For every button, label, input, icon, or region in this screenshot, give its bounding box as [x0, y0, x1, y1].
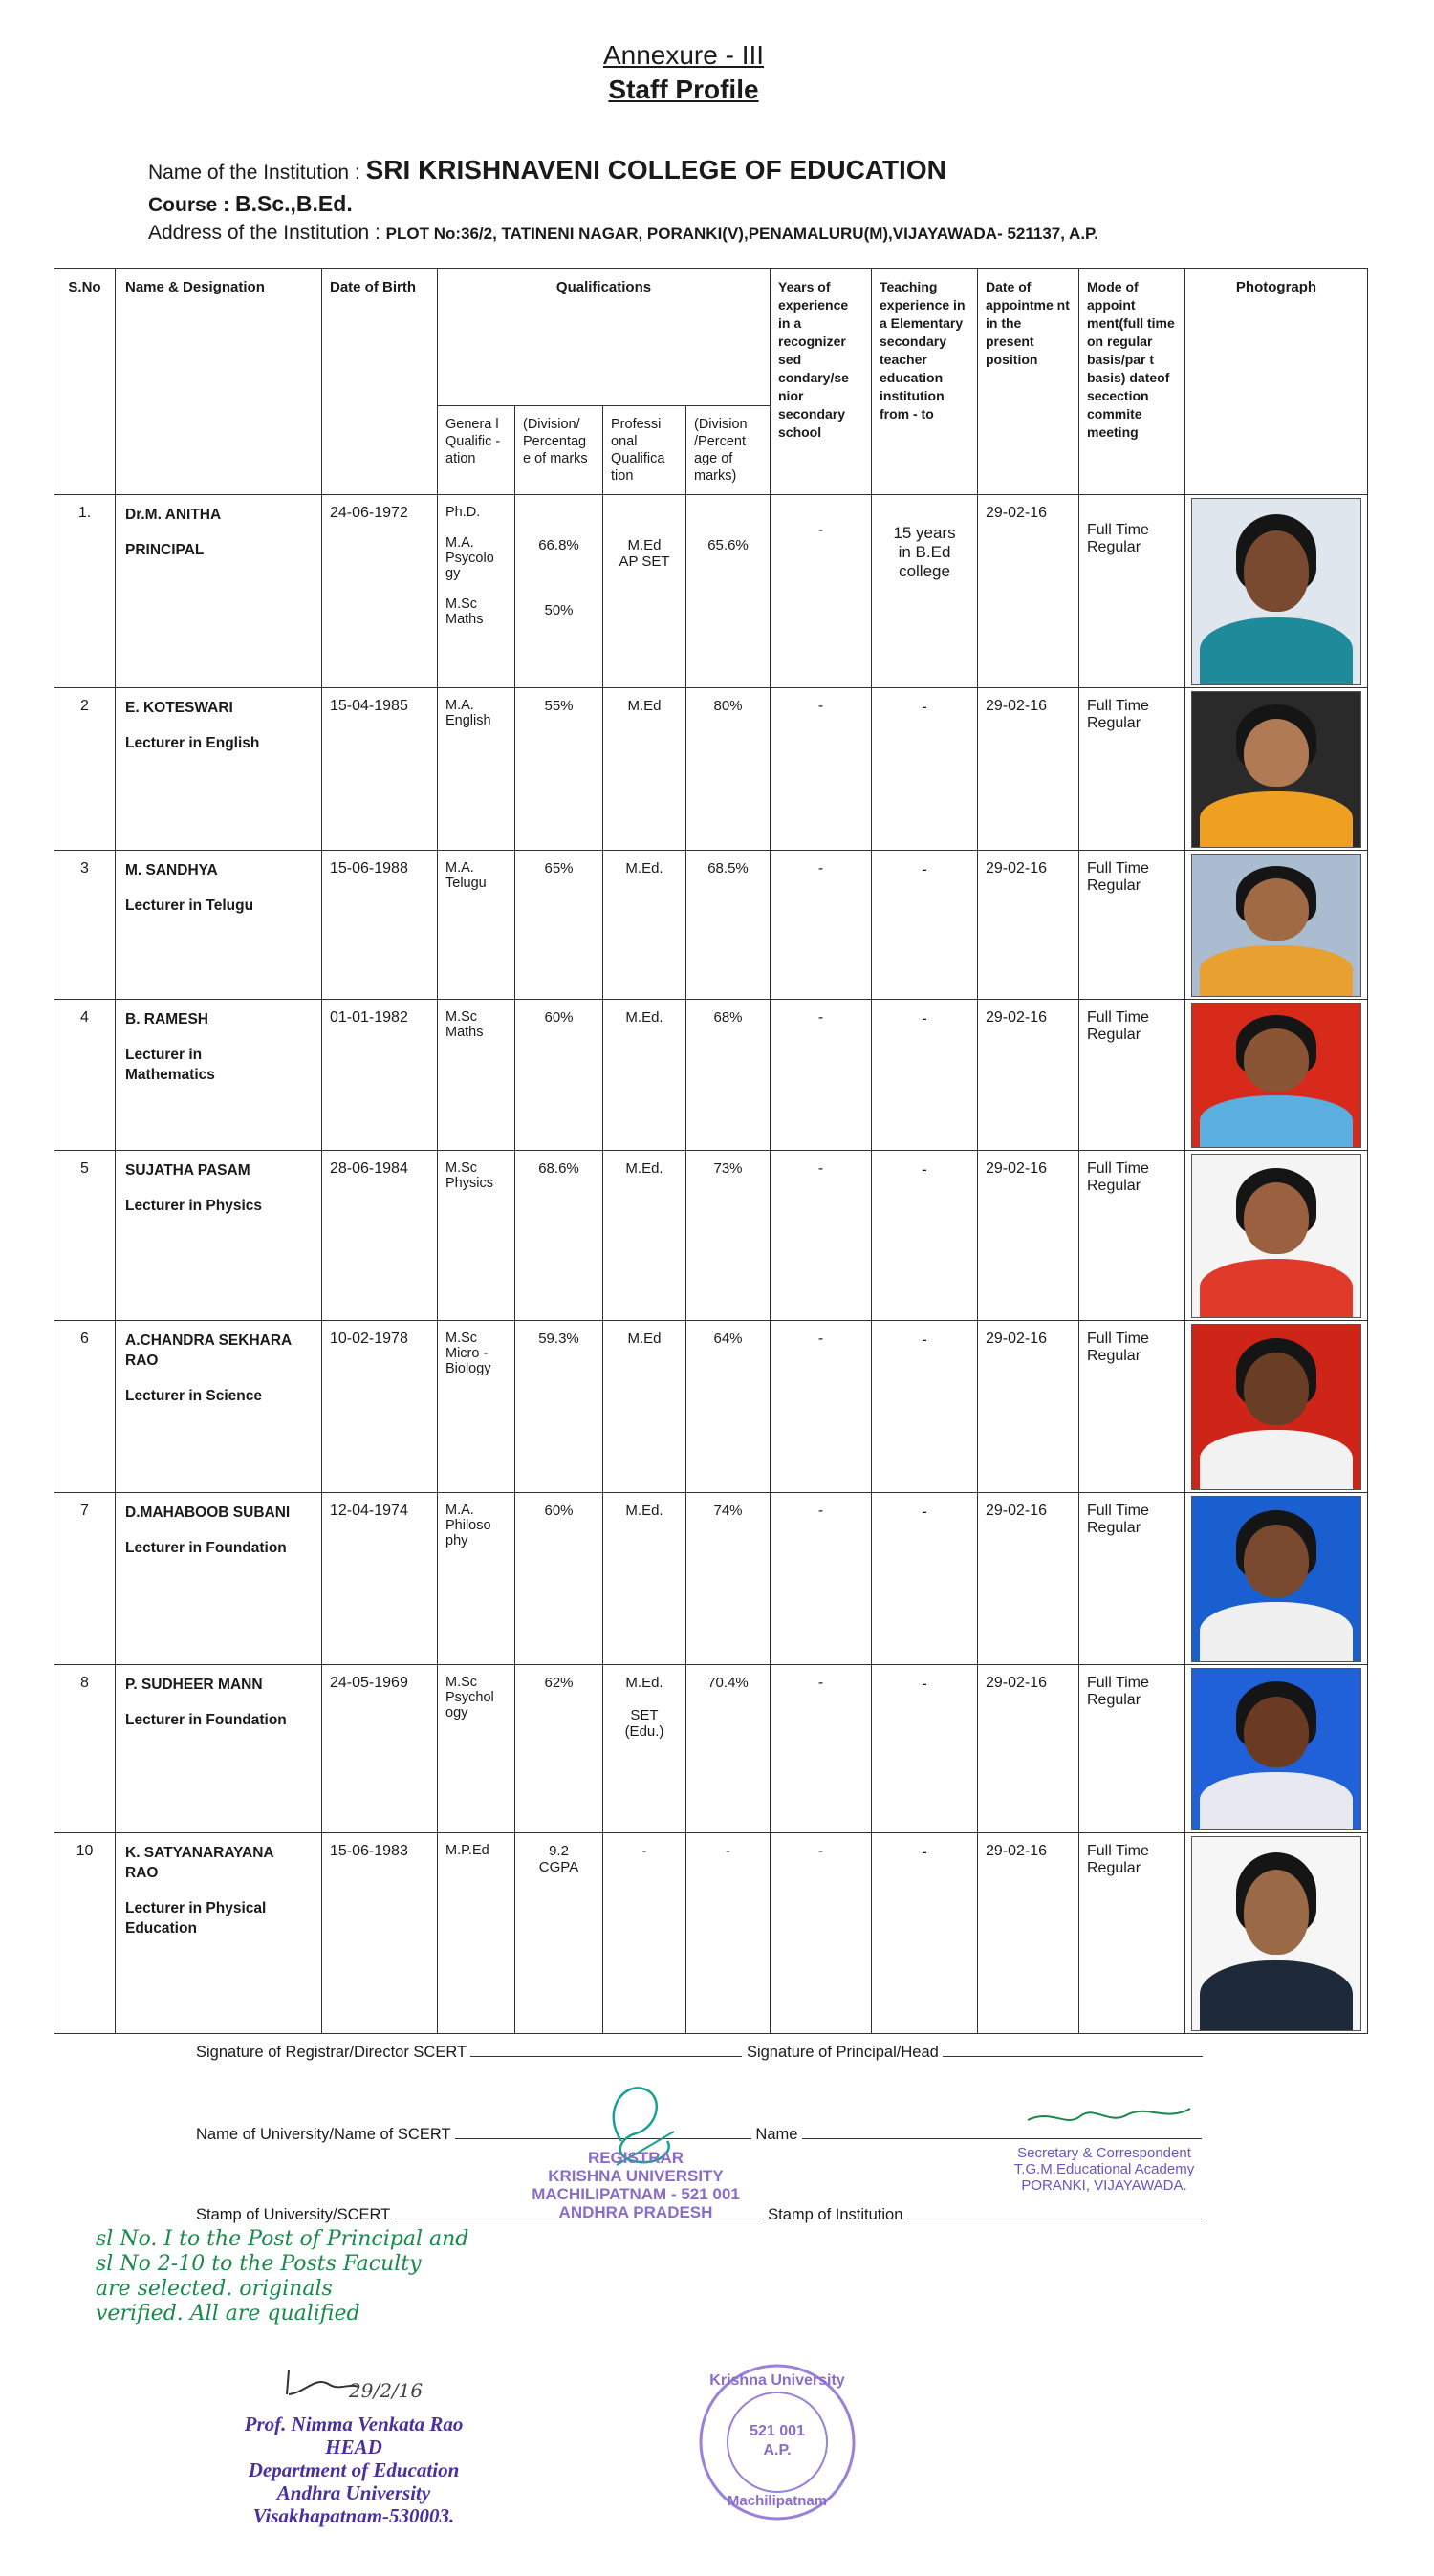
cell-gen-div: 66.8% 50% — [515, 495, 603, 688]
staff-designation: Lecturer in English — [125, 735, 260, 751]
col-doa: Date of appointme nt in the present position — [978, 269, 1079, 495]
cell-prof-div: 64% — [686, 1321, 771, 1493]
col-sno: S.No — [54, 269, 116, 495]
cell-prof-div: 80% — [686, 688, 771, 851]
address-label: Address of the Institution : — [148, 222, 386, 244]
cell-general: M.P.Ed — [438, 1833, 515, 2034]
head-stamp: Prof. Nimma Venkata Rao HEAD Department of Education Andhra University Visakhapatnam-530003. — [244, 2413, 464, 2527]
staff-photo — [1191, 1836, 1361, 2031]
course-line — [148, 191, 353, 217]
staff-name: A.CHANDRA SEKHARA RAO — [125, 1332, 293, 1369]
cell-mode: Full Time Regular — [1079, 495, 1185, 688]
cell-general: M.Sc Micro - Biology — [438, 1321, 515, 1493]
cell-photo — [1185, 688, 1368, 851]
cell-gen-div: 9.2 CGPA — [515, 1833, 603, 2034]
registrar-stamp: REGISTRAR KRISHNA UNIVERSITY MACHILIPATNAM - 521 001 ANDHRA PRADESH — [532, 2149, 740, 2221]
cell-general: M.Sc Psychol ogy — [438, 1665, 515, 1833]
staff-name: SUJATHA PASAM — [125, 1162, 250, 1179]
staff-name: D.MAHABOOB SUBANI — [125, 1504, 291, 1521]
col-exp-school: Years of experience in a recognizer sed condary/se nior secondary school — [771, 269, 872, 495]
cell-mode: Full Time Regular — [1079, 851, 1185, 1000]
cell-doa: 29-02-16 — [978, 1000, 1079, 1151]
handwritten-note: sl No. I to the Post of Principal and sl No 2-10 to the Posts Faculty are selected. originals verified. All are qualified — [96, 2227, 469, 2326]
staff-name: E. KOTESWARI — [125, 700, 233, 716]
cell-professional: M.Ed. — [603, 1151, 686, 1321]
photo-body — [1200, 1095, 1353, 1147]
cell-exp-teacher: - — [872, 1833, 978, 2034]
cell-general: M.Sc Physics — [438, 1151, 515, 1321]
cell-doa: 29-02-16 — [978, 1321, 1079, 1493]
cell-sno: 2 — [54, 688, 116, 851]
cell-sno: 4 — [54, 1000, 116, 1151]
cell-photo — [1185, 1151, 1368, 1321]
staff-name: K. SATYANARAYANA RAO — [125, 1845, 274, 1881]
table-row — [54, 688, 1368, 851]
cell-exp-school: - — [771, 1833, 872, 2034]
photo-face — [1244, 1870, 1309, 1955]
staff-designation: PRINCIPAL — [125, 542, 205, 558]
table-row — [54, 1000, 1368, 1151]
col-qualifications: Qualifications — [438, 269, 771, 406]
cell-dob: 24-05-1969 — [322, 1665, 438, 1833]
staff-photo — [1191, 1003, 1361, 1148]
col-photo: Photograph — [1185, 269, 1368, 495]
sig-registrar-blank — [470, 2056, 742, 2057]
cell-doa: 29-02-16 — [978, 688, 1079, 851]
cell-prof-div: 73% — [686, 1151, 771, 1321]
cell-dob: 24-06-1972 — [322, 495, 438, 688]
cell-exp-teacher: - — [872, 1321, 978, 1493]
secretary-signature-mark — [1023, 2099, 1195, 2139]
cell-professional: M.Ed. — [603, 851, 686, 1000]
cell-exp-school: - — [771, 1321, 872, 1493]
cell-mode: Full Time Regular — [1079, 1493, 1185, 1665]
cell-name-designation — [116, 495, 322, 688]
cell-photo — [1185, 1833, 1368, 2034]
staff-photo — [1191, 498, 1361, 685]
name-label: Name — [755, 2126, 798, 2143]
cell-doa: 29-02-16 — [978, 1493, 1079, 1665]
staff-name: M. SANDHYA — [125, 862, 218, 878]
cell-sno: 8 — [54, 1665, 116, 1833]
col-name: Name & Designation — [116, 269, 322, 495]
cell-prof-div: 68.5% — [686, 851, 771, 1000]
sig-registrar-label: Signature of Registrar/Director SCERT — [196, 2044, 467, 2061]
photo-face — [1244, 878, 1309, 941]
cell-prof-div: 65.6% — [686, 495, 771, 688]
cell-gen-div: 65% — [515, 851, 603, 1000]
round-stamp-bottom: Machilipatnam — [727, 2493, 828, 2509]
cell-exp-school: - — [771, 1151, 872, 1321]
cell-name-designation — [116, 1321, 322, 1493]
photo-face — [1244, 1353, 1309, 1425]
photo-body — [1200, 945, 1353, 996]
cell-general: M.A. English — [438, 688, 515, 851]
col-professional: Professi onal Qualifica tion — [603, 406, 686, 495]
cell-dob: 28-06-1984 — [322, 1151, 438, 1321]
photo-face — [1244, 1182, 1309, 1254]
photo-face — [1244, 1525, 1309, 1597]
annexure-heading: Annexure - III — [602, 40, 765, 70]
cell-sno: 6 — [54, 1321, 116, 1493]
cell-doa: 29-02-16 — [978, 1833, 1079, 2034]
cell-professional: M.Ed AP SET — [603, 495, 686, 688]
cell-mode: Full Time Regular — [1079, 1665, 1185, 1833]
cell-professional: M.Ed. SET (Edu.) — [603, 1665, 686, 1833]
photo-face — [1244, 719, 1309, 787]
course-value: B.Sc.,B.Ed. — [235, 191, 353, 216]
cell-gen-div: 55% — [515, 688, 603, 851]
cell-photo — [1185, 851, 1368, 1000]
photo-body — [1200, 791, 1353, 847]
col-dob: Date of Birth — [322, 269, 438, 495]
cell-professional: M.Ed — [603, 688, 686, 851]
institution-label: Name of the Institution : — [148, 162, 366, 184]
stamp-institution-label: Stamp of Institution — [768, 2206, 903, 2223]
staff-photo — [1191, 691, 1361, 848]
secretary-stamp: Secretary & Correspondent T.G.M.Educational Academy PORANKI, VIJAYAWADA. — [1013, 2145, 1195, 2194]
cell-name-designation — [116, 851, 322, 1000]
cell-exp-school: - — [771, 1665, 872, 1833]
cell-mode: Full Time Regular — [1079, 1833, 1185, 2034]
cell-exp-teacher: - — [872, 688, 978, 851]
page-title: Staff Profile — [608, 75, 759, 104]
institution-line — [148, 155, 946, 185]
stamp-university-label: Stamp of University/SCERT — [196, 2206, 390, 2223]
cell-gen-div: 68.6% — [515, 1151, 603, 1321]
address-value: PLOT No:36/2, TATINENI NAGAR, PORANKI(V),PENAMALURU(M),VIJAYAWADA- 521137, A.P. — [385, 225, 1098, 243]
cell-exp-school: - — [771, 1000, 872, 1151]
course-label: Course : — [148, 194, 236, 216]
cell-exp-teacher: - — [872, 851, 978, 1000]
cell-name-designation — [116, 1833, 322, 2034]
staff-photo — [1191, 1154, 1361, 1318]
institution-name: SRI KRISHNAVENI COLLEGE OF EDUCATION — [365, 155, 946, 184]
cell-gen-div: 60% — [515, 1493, 603, 1665]
sig-principal-label: Signature of Principal/Head — [746, 2044, 939, 2061]
cell-prof-div: 68% — [686, 1000, 771, 1151]
table-row — [54, 851, 1368, 1000]
round-stamp-outer: Krishna University — [709, 2372, 845, 2389]
staff-designation: Lecturer in Physical Education — [125, 1900, 267, 1937]
photo-body — [1200, 1960, 1353, 2030]
table-row — [54, 1321, 1368, 1493]
cell-exp-school: - — [771, 1493, 872, 1665]
cell-sno: 3 — [54, 851, 116, 1000]
cell-exp-teacher: - — [872, 1493, 978, 1665]
staff-profile-table — [54, 268, 1368, 2034]
staff-designation: Lecturer in Telugu — [125, 898, 254, 914]
cell-general: Ph.D. M.A. Psycolo gy M.Sc Maths — [438, 495, 515, 688]
staff-photo — [1191, 1668, 1361, 1830]
cell-name-designation — [116, 1000, 322, 1151]
cell-general: M.A. Telugu — [438, 851, 515, 1000]
cell-dob: 15-04-1985 — [322, 688, 438, 851]
cell-name-designation — [116, 1665, 322, 1833]
sig-principal-blank — [943, 2056, 1203, 2057]
cell-mode: Full Time Regular — [1079, 1000, 1185, 1151]
cell-sno: 1. — [54, 495, 116, 688]
cell-professional: M.Ed — [603, 1321, 686, 1493]
cell-photo — [1185, 1665, 1368, 1833]
table-row — [54, 1665, 1368, 1833]
cell-sno: 7 — [54, 1493, 116, 1665]
cell-general: M.Sc Maths — [438, 1000, 515, 1151]
staff-name: P. SUDHEER MANN — [125, 1677, 263, 1693]
photo-face — [1244, 1697, 1309, 1767]
cell-professional: M.Ed. — [603, 1000, 686, 1151]
round-stamp-inner: 521 001 A.P. — [750, 2423, 805, 2458]
col-gen-div: (Division/ Percentag e of marks — [515, 406, 603, 495]
cell-photo — [1185, 1000, 1368, 1151]
cell-exp-school: - — [771, 851, 872, 1000]
cell-exp-teacher: - — [872, 1665, 978, 1833]
cell-mode: Full Time Regular — [1079, 1151, 1185, 1321]
staff-name: B. RAMESH — [125, 1011, 208, 1028]
staff-designation: Lecturer in Science — [125, 1388, 263, 1404]
staff-name: Dr.M. ANITHA — [125, 507, 222, 523]
university-round-stamp — [694, 2359, 860, 2525]
cell-dob: 10-02-1978 — [322, 1321, 438, 1493]
cell-exp-school: - — [771, 688, 872, 851]
cell-dob: 01-01-1982 — [322, 1000, 438, 1151]
cell-professional: M.Ed. — [603, 1493, 686, 1665]
staff-rows — [54, 495, 1368, 2034]
photo-body — [1200, 1602, 1353, 1661]
cell-prof-div: - — [686, 1833, 771, 2034]
table-row — [54, 1493, 1368, 1665]
staff-designation: Lecturer in Foundation — [125, 1712, 287, 1728]
staff-photo — [1191, 854, 1361, 997]
cell-mode: Full Time Regular — [1079, 1321, 1185, 1493]
cell-professional: - — [603, 1833, 686, 2034]
cell-sno: 5 — [54, 1151, 116, 1321]
cell-dob: 15-06-1983 — [322, 1833, 438, 2034]
staff-designation: Lecturer in Foundation — [125, 1540, 287, 1556]
cell-photo — [1185, 1321, 1368, 1493]
cell-gen-div: 59.3% — [515, 1321, 603, 1493]
staff-designation: Lecturer in Mathematics — [125, 1047, 215, 1083]
cell-photo — [1185, 1493, 1368, 1665]
cell-dob: 12-04-1974 — [322, 1493, 438, 1665]
photo-face — [1244, 530, 1309, 612]
cell-sno: 10 — [54, 1833, 116, 2034]
cell-photo — [1185, 495, 1368, 688]
table-row — [54, 495, 1368, 688]
cell-name-designation — [116, 1151, 322, 1321]
staff-photo — [1191, 1496, 1361, 1662]
cell-gen-div: 60% — [515, 1000, 603, 1151]
col-general: Genera l Qualific -ation — [438, 406, 515, 495]
cell-doa: 29-02-16 — [978, 1151, 1079, 1321]
cell-mode: Full Time Regular — [1079, 688, 1185, 851]
name-university-label: Name of University/Name of SCERT — [196, 2126, 451, 2143]
cell-exp-teacher: - — [872, 1151, 978, 1321]
cell-name-designation — [116, 688, 322, 851]
sig-registrar-line — [196, 2044, 1203, 2062]
cell-doa: 29-02-16 — [978, 1665, 1079, 1833]
photo-body — [1200, 1259, 1353, 1317]
photo-face — [1244, 1028, 1309, 1092]
cell-exp-school: - — [771, 495, 872, 688]
photo-body — [1200, 1430, 1353, 1489]
cell-prof-div: 70.4% — [686, 1665, 771, 1833]
staff-photo — [1191, 1324, 1361, 1490]
cell-exp-teacher: 15 years in B.Ed college — [872, 495, 978, 688]
address-line — [148, 222, 1098, 245]
cell-doa: 29-02-16 — [978, 495, 1079, 688]
staff-designation: Lecturer in Physics — [125, 1198, 263, 1214]
cell-name-designation — [116, 1493, 322, 1665]
cell-doa: 29-02-16 — [978, 851, 1079, 1000]
cell-exp-teacher: - — [872, 1000, 978, 1151]
cell-prof-div: 74% — [686, 1493, 771, 1665]
table-row — [54, 1151, 1368, 1321]
photo-body — [1200, 1772, 1353, 1829]
col-mode: Mode of appoint ment(full time on regular basis/par t basis) dateof secection commite meeting — [1079, 269, 1185, 495]
col-prof-div: (Division /Percent age of marks) — [686, 406, 771, 495]
photo-body — [1200, 617, 1353, 684]
cell-gen-div: 62% — [515, 1665, 603, 1833]
cell-dob: 15-06-1988 — [322, 851, 438, 1000]
table-row — [54, 1833, 1368, 2034]
handwritten-date: 29/2/16 — [349, 2379, 424, 2402]
col-exp-teacher: Teaching experience in a Elementary secondary teacher education institution from - to — [872, 269, 978, 495]
cell-general: M.A. Philoso phy — [438, 1493, 515, 1665]
